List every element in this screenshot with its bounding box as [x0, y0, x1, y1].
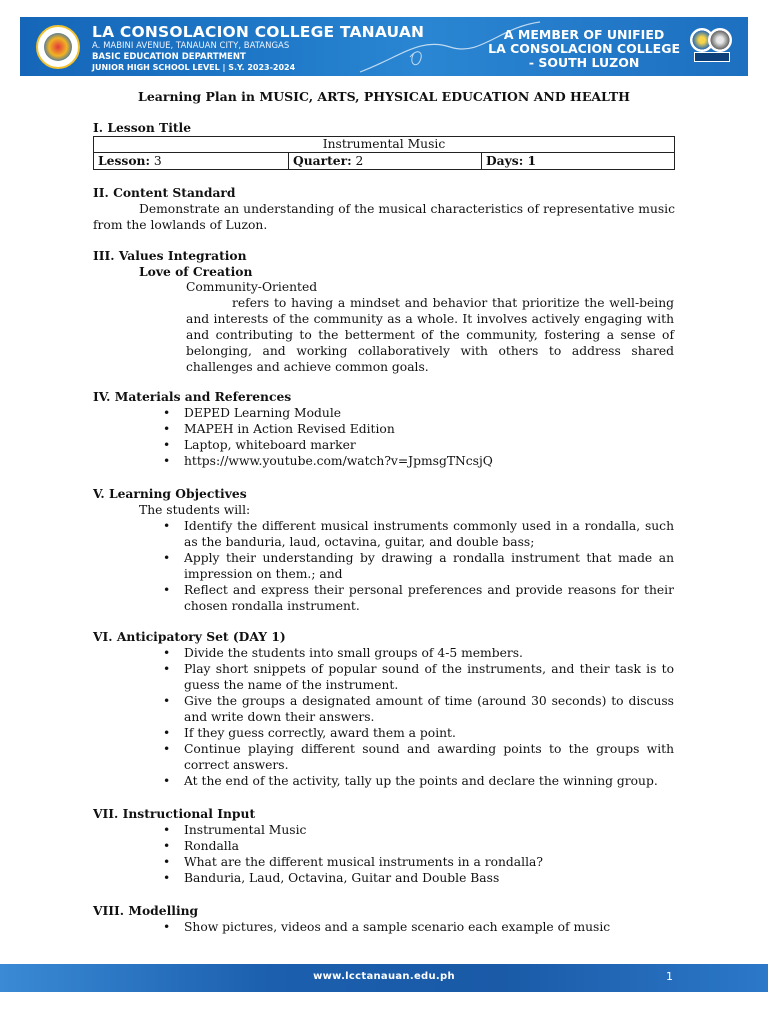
lesson-number-cell: Lesson: 3 — [94, 153, 289, 170]
anticipatory-list — [93, 645, 674, 789]
objectives-heading: V. Learning Objectives — [93, 486, 247, 501]
days-cell: Days: 1 — [482, 153, 675, 170]
list-item: • What are the different musical instruments in a rondalla? — [93, 854, 675, 870]
instructional-heading: VII. Instructional Input — [93, 806, 256, 821]
list-item: • Continue playing different sound and awarding points to the groups with correct answers. — [93, 741, 674, 773]
page-number: 1 — [666, 970, 673, 983]
consortium-logo — [690, 26, 732, 66]
materials-list — [93, 405, 675, 469]
school-logo — [36, 25, 80, 69]
list-item: • Identify the different musical instruments commonly used in a rondalla, such as the banduria, laud, octavina, guitar, and double bass; — [93, 518, 674, 550]
list-item: • Reflect and express their personal preferences and provide reasons for their chosen rondalla instrument. — [93, 582, 674, 614]
footer-url[interactable]: www.lcctanauan.edu.ph — [313, 971, 455, 982]
member-line-1: A MEMBER OF UNIFIED — [503, 27, 665, 42]
values-heading: III. Values Integration — [93, 248, 247, 263]
value-description: refers to having a mindset and behavior that prioritize the well-being and interests of the community as a whole. It involves actively engaging with and contributing to the betterment of the community, fostering a sense of belonging, and working collaboratively with others to address shared challenges and achieve common goals. — [186, 296, 674, 374]
list-item: • Show pictures, videos and a sample scenario each example of music — [93, 919, 675, 935]
objectives-list — [93, 518, 674, 614]
anticipatory-heading: VI. Anticipatory Set (DAY 1) — [93, 629, 286, 644]
list-item: • Divide the students into small groups of 4-5 members. — [93, 645, 674, 661]
header-banner — [20, 17, 748, 76]
list-item: • At the end of the activity, tally up the points and declare the winning group. — [93, 773, 674, 789]
list-item: • Laptop, whiteboard marker — [93, 437, 675, 453]
instructional-list — [93, 822, 675, 886]
list-item: • MAPEH in Action Revised Edition — [93, 421, 675, 437]
objectives-intro: The students will: — [139, 503, 251, 517]
list-item: • Apply their understanding by drawing a rondalla instrument that made an impression on them.; and — [93, 550, 674, 582]
list-item: • Give the groups a designated amount of time (around 30 seconds) to discuss and write down their answers. — [93, 693, 674, 725]
member-text — [488, 28, 680, 70]
value-name: Community-Oriented — [186, 280, 318, 294]
content-standard-text: Demonstrate an understanding of the musical characteristics of representative music from the lowlands of Luzon. — [93, 202, 675, 232]
materials-heading: IV. Materials and References — [93, 389, 292, 404]
member-line-2: LA CONSOLACION COLLEGE — [488, 41, 680, 56]
school-address: A. MABINI AVENUE, TANAUAN CITY, BATANGAS — [92, 41, 290, 51]
content-standard-heading: II. Content Standard — [93, 185, 236, 200]
lesson-title-heading: I. Lesson Title — [93, 120, 192, 135]
school-level: JUNIOR HIGH SCHOOL LEVEL | S.Y. 2023-2024 — [92, 63, 296, 72]
department: BASIC EDUCATION DEPARTMENT — [92, 52, 246, 62]
modelling-list — [93, 919, 675, 935]
list-item: • Instrumental Music — [93, 822, 675, 838]
member-line-3: - SOUTH LUZON — [528, 55, 640, 70]
lesson-topic: Instrumental Music — [94, 137, 675, 153]
list-item: • Banduria, Laud, Octavina, Guitar and Double Bass — [93, 870, 675, 886]
quarter-cell: Quarter: 2 — [289, 153, 482, 170]
lesson-table — [93, 136, 675, 170]
reference-link[interactable]: • https://www.youtube.com/watch?v=JpmsgTNcsjQ — [93, 453, 675, 469]
modelling-heading: VIII. Modelling — [93, 903, 199, 918]
footer-bar — [0, 964, 768, 992]
list-item: • Play short snippets of popular sound of the instruments, and their task is to guess the name of the instrument. — [93, 661, 674, 693]
list-item: • Rondalla — [93, 838, 675, 854]
list-item: • If they guess correctly, award them a point. — [93, 725, 674, 741]
values-subheading: Love of Creation — [139, 264, 253, 279]
document-title: Learning Plan in MUSIC, ARTS, PHYSICAL EDUCATION AND HEALTH — [138, 89, 630, 104]
list-item: • DEPED Learning Module — [93, 405, 675, 421]
school-name: LA CONSOLACION COLLEGE TANAUAN — [92, 23, 425, 41]
